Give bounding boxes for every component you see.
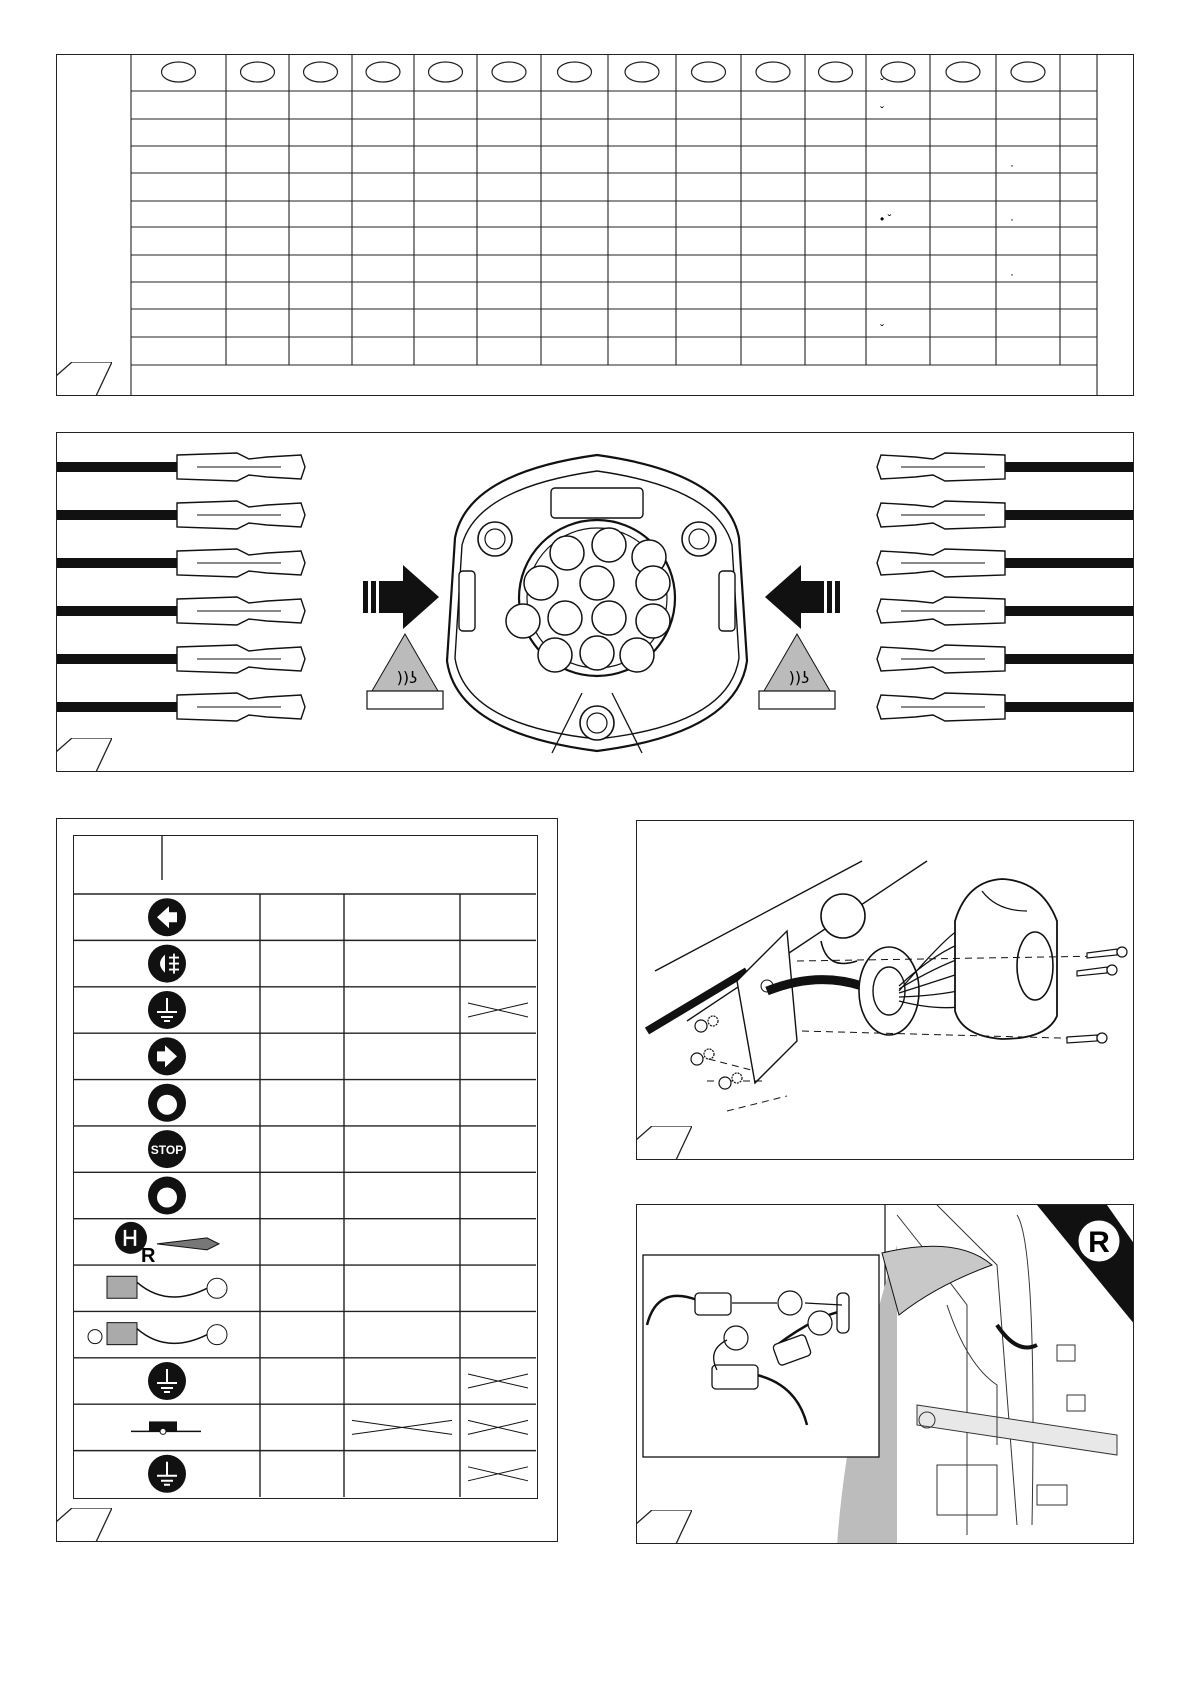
listen-click-warning-left (367, 634, 443, 709)
ground-icon (148, 1455, 186, 1493)
color-code-header-oval (304, 62, 338, 82)
vehicle-connection-panel (636, 1204, 1134, 1544)
color-code-header-oval (819, 62, 853, 82)
wire-terminal (57, 645, 305, 673)
figure-corner-tab (56, 362, 112, 396)
socket-mounting-illustration (637, 821, 1134, 1160)
not-applicable-cross (468, 1003, 528, 1017)
socket-pin-hole (524, 566, 558, 600)
tail-light-left-icon (148, 1084, 186, 1122)
color-code-header-oval (162, 62, 196, 82)
figure-corner-tab (636, 1126, 692, 1160)
ignition-power-icon (88, 1323, 227, 1345)
wire-terminal (877, 453, 1134, 481)
socket-mounting-panel (636, 820, 1134, 1160)
not-applicable-cross (468, 1467, 528, 1481)
wire-terminal (57, 597, 305, 625)
svg-text:R: R (141, 1244, 156, 1267)
connector-inset (643, 1255, 879, 1457)
left-turn-icon (148, 898, 186, 936)
permanent-power-icon (107, 1276, 227, 1298)
wire-terminal (877, 693, 1134, 721)
not-applicable-cross (352, 1420, 452, 1434)
color-code-header-oval (756, 62, 790, 82)
vehicle-badge (1077, 1219, 1121, 1263)
color-code-header-oval (558, 62, 592, 82)
color-code-mark: · (1010, 267, 1014, 281)
reverse-light-icon (115, 1222, 219, 1267)
socket-pin-hole (580, 636, 614, 670)
fog-light-icon (148, 945, 186, 983)
tail-light-right-icon (148, 1177, 186, 1215)
svg-text:))ʖ: ))ʖ (788, 668, 810, 687)
mounting-screws (1067, 947, 1127, 1043)
mounting-nuts (691, 1016, 742, 1089)
wire-terminal (57, 693, 305, 721)
wire-terminal (877, 549, 1134, 577)
figure-corner-tab (636, 1510, 692, 1544)
color-code-header-oval (241, 62, 275, 82)
socket-pin-panel (56, 432, 1134, 772)
color-code-mark: ˇ (880, 322, 884, 336)
color-code-header-oval (625, 62, 659, 82)
svg-text:))ʖ: ))ʖ (396, 668, 418, 687)
color-code-header-oval (881, 62, 915, 82)
color-code-mark: ˇ (880, 104, 884, 118)
function-legend-panel (56, 818, 558, 1542)
figure-corner-tab (56, 1508, 112, 1542)
color-code-mark: · (1010, 158, 1014, 172)
socket-pin-hole (548, 601, 582, 635)
function-legend-grid (74, 836, 536, 1497)
color-code-mark: • ˇ (880, 212, 892, 226)
wire-terminal (877, 645, 1134, 673)
color-code-header-oval (692, 62, 726, 82)
wire-terminal (877, 501, 1134, 529)
color-code-mark: · (1010, 212, 1014, 226)
vehicle-badge-letter: R (1088, 1226, 1110, 1259)
color-code-mark: ˇ (880, 76, 884, 90)
wire-terminal (57, 501, 305, 529)
insert-arrow-left (363, 565, 439, 629)
color-code-table-panel (56, 54, 1134, 396)
socket-face (447, 455, 747, 753)
socket-pin-hole (550, 536, 584, 570)
trailer-detect-icon (131, 1421, 201, 1434)
right-turn-icon (148, 1037, 186, 1075)
ground-icon (148, 1362, 186, 1400)
not-applicable-cross (468, 1374, 528, 1388)
color-code-grid (57, 55, 1134, 396)
color-code-header-oval (366, 62, 400, 82)
function-legend-table (73, 835, 538, 1499)
svg-text:STOP: STOP (150, 1143, 184, 1158)
wire-terminal (877, 597, 1134, 625)
not-applicable-cross (468, 1420, 528, 1434)
socket-pin-hole (592, 528, 626, 562)
vehicle-connection-illustration (637, 1205, 1134, 1544)
color-code-header-oval (429, 62, 463, 82)
stop-light-icon (148, 1130, 186, 1168)
socket-pin-hole (636, 604, 670, 638)
figure-corner-tab (56, 738, 112, 772)
wire-terminal (57, 453, 305, 481)
insert-arrow-right (765, 565, 840, 629)
socket-pin-hole (636, 566, 670, 600)
color-code-header-oval (1011, 62, 1045, 82)
wire-terminal (57, 549, 305, 577)
socket-pin-hole (580, 566, 614, 600)
socket-pin-hole (620, 638, 654, 672)
ground-icon (148, 991, 186, 1029)
socket-pin-hole (506, 604, 540, 638)
socket-pin-hole (538, 638, 572, 672)
color-code-header-oval (946, 62, 980, 82)
socket-pin-hole (592, 601, 626, 635)
color-code-header-oval (492, 62, 526, 82)
listen-click-warning-right (759, 634, 835, 709)
socket-pin-illustration (57, 433, 1134, 772)
